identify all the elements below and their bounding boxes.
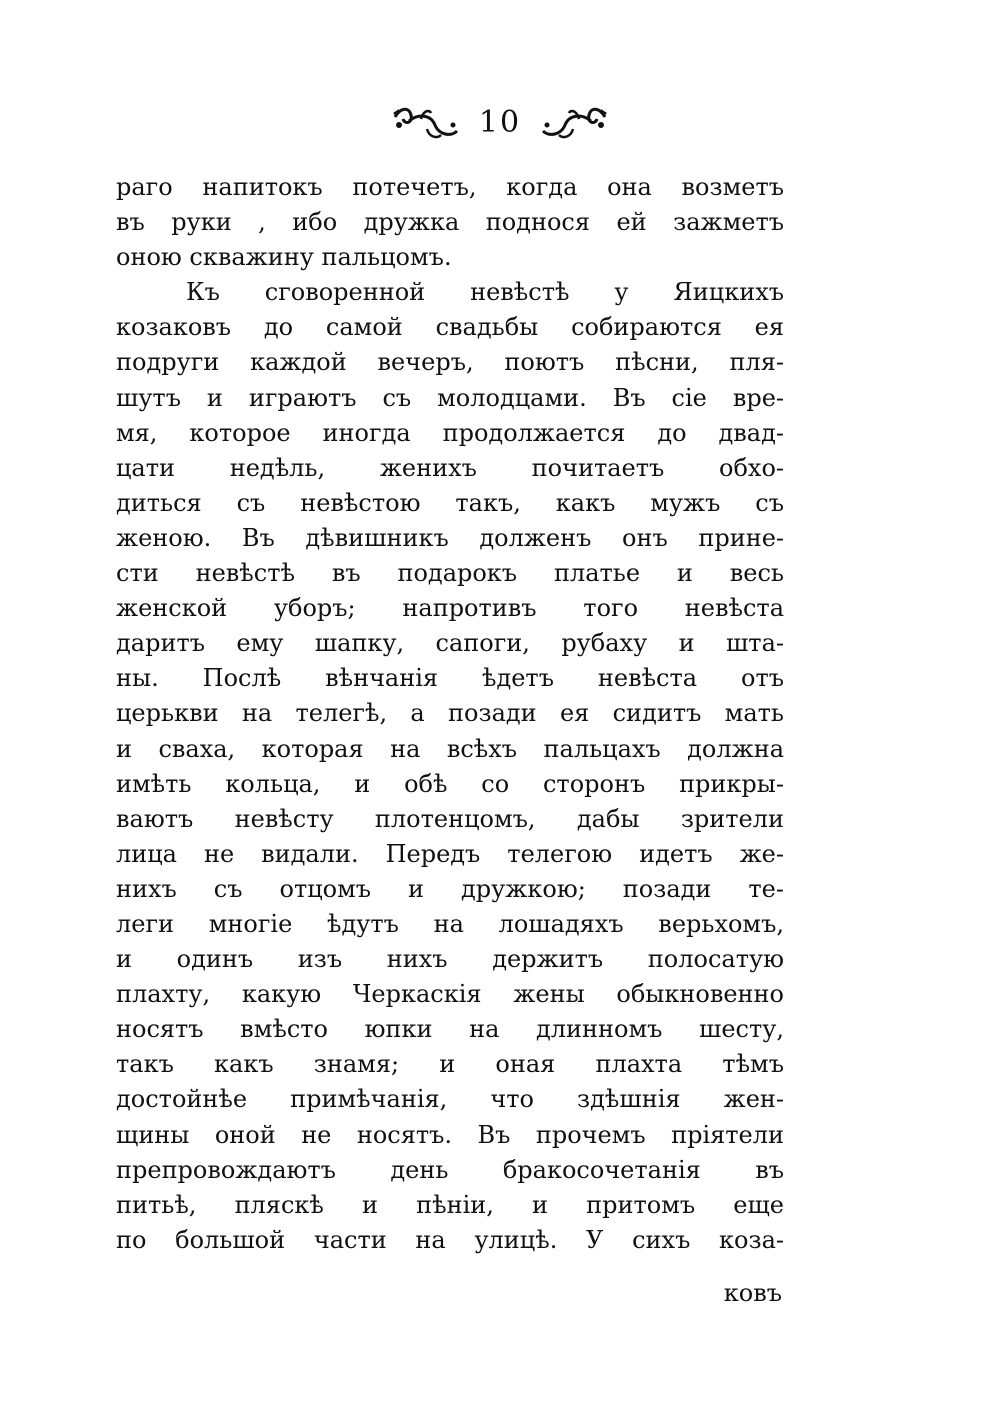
- text-line: леги многiе ѣдутъ на лошадяхъ верьхомъ,: [116, 909, 784, 938]
- text-line: козаковъ до самой свадьбы собираются ея: [116, 313, 784, 342]
- body-text: [116, 170, 784, 1258]
- text-line: мя, которое иногда продолжается до двад-: [116, 418, 784, 447]
- text-line: по большой части на улицѣ. У сихъ коза-: [116, 1225, 784, 1254]
- text-line: церькви на телегѣ, а позади ея сидитъ мать: [116, 699, 784, 728]
- text-line: диться съ невѣстою такъ, какъ мужъ съ: [116, 488, 784, 517]
- page-header: [0, 98, 1000, 148]
- text-line: такъ какъ знамя; и оная плахта тѣмъ: [116, 1050, 784, 1079]
- text-line: препровождаютъ день бракосочетанiя въ: [116, 1155, 784, 1184]
- text-line: и сваха, которая на всѣхъ пальцахъ должна: [116, 734, 784, 763]
- page-number: 10: [478, 105, 522, 140]
- text-line: даритъ ему шапку, сапоги, рубаху и шта-: [116, 629, 784, 658]
- text-line: нихъ съ отцомъ и дружкою; позади те-: [116, 874, 784, 903]
- text-line: сти невѣстѣ въ подарокъ платье и весь: [116, 559, 784, 588]
- text-line: плахту, какую Черкаскiя жены обыкновенно: [116, 980, 784, 1009]
- text-line: ваютъ невѣсту плотенцомъ, дабы зрители: [116, 804, 784, 833]
- text-line: питьѣ, пляскѣ и пѣнiи, и притомъ еще: [116, 1190, 784, 1219]
- text-line: Къ сговоренной невѣстѣ у Яицкихъ: [186, 278, 784, 307]
- text-line: носятъ вмѣсто юпки на длинномъ шесту,: [116, 1015, 784, 1044]
- text-line: въ руки , ибо дружка поднося ей зажметъ: [116, 208, 784, 237]
- text-line: шутъ и играютъ съ молодцами. Въ сiе вре-: [116, 383, 784, 412]
- text-line: имѣть кольца, и обѣ со сторонъ прикры-: [116, 769, 784, 798]
- text-line: лица не видали. Передъ телегою идетъ же-: [116, 839, 784, 868]
- text-line: раго напитокъ потечетъ, когда она возметъ: [116, 173, 784, 201]
- text-line: подруги каждой вечеръ, поютъ пѣсни, пля-: [116, 348, 784, 377]
- text-line: и одинъ изъ нихъ держитъ полосатую: [116, 945, 784, 974]
- text-line: щины оной не носятъ. Въ прочемъ прiятели: [116, 1120, 784, 1149]
- fleuron-left-icon: [391, 103, 461, 143]
- fleuron-right-icon: [539, 103, 609, 143]
- text-line: цати недѣль, женихъ почитаетъ обхо-: [116, 453, 784, 482]
- text-line: ны. Послѣ вѣнчанiя ѣдетъ невѣста отъ: [116, 664, 784, 693]
- catchword: ковъ: [723, 1279, 782, 1307]
- text-line: женою. Въ дѣвишникъ долженъ онъ прине-: [116, 523, 784, 552]
- text-line: оною скважину пальцомъ.: [116, 243, 452, 272]
- text-line: достойнѣе примѣчанiя, что здѣшнiя жен-: [116, 1085, 784, 1114]
- text-line: женской уборъ; напротивъ того невѣста: [116, 594, 784, 623]
